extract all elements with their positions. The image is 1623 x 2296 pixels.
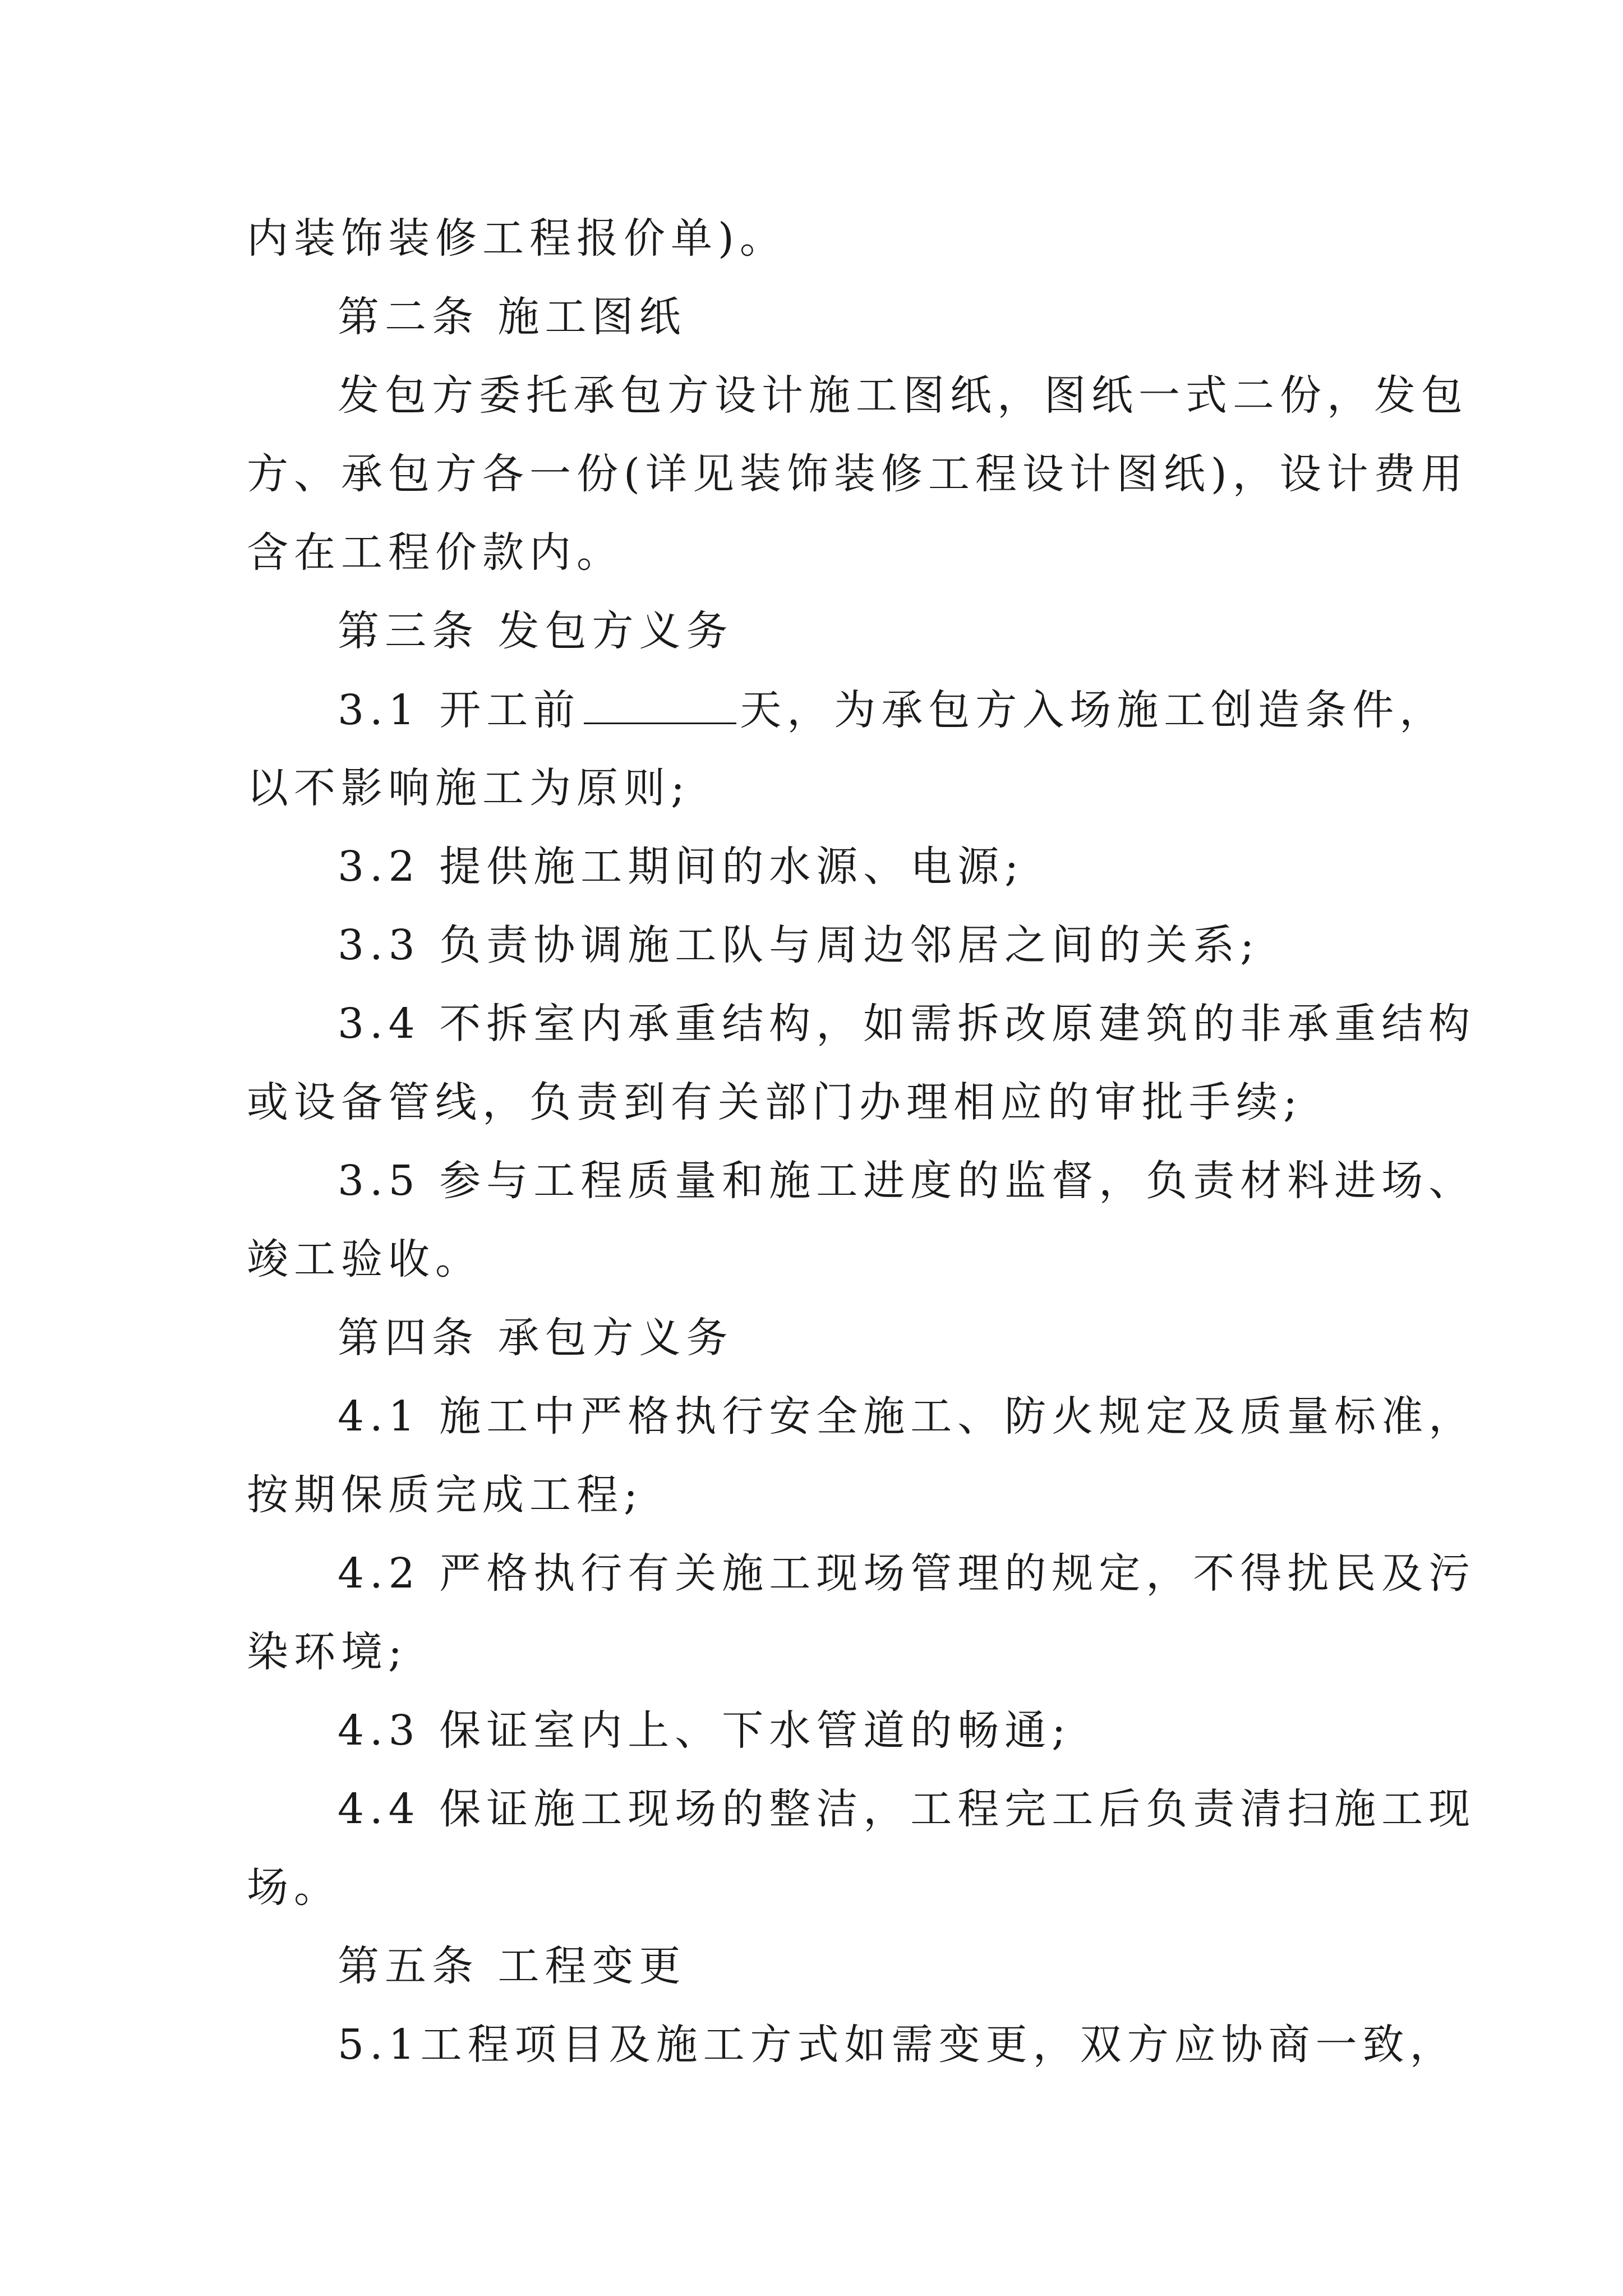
text-line: 发包方委托承包方设计施工图纸，图纸一式二份，发包	[338, 371, 1468, 420]
text-line: 或设备管线，负责到有关部门办理相应的审批手续;	[247, 1078, 1303, 1126]
clause-line: 4.1 施工中严格执行安全施工、防火规定及质量标准，	[338, 1392, 1476, 1441]
clause-line: 3.4 不拆室内承重结构，如需拆改原建筑的非承重结构	[338, 1000, 1476, 1048]
clause-line: 3.3 负责协调施工队与周边邻居之间的关系;	[338, 921, 1260, 969]
clause-line: 3.5 参与工程质量和施工进度的监督，负责材料进场、	[338, 1157, 1476, 1205]
clause-line: 5.1工程项目及施工方式如需变更，双方应协商一致，	[338, 2021, 1457, 2069]
text-line: 竣工验收。	[247, 1235, 482, 1283]
text-line: 内装饰装修工程报价单)。	[247, 214, 787, 263]
clause-line: 3.2 提供施工期间的水源、电源;	[338, 843, 1025, 891]
text-line: 按期保质完成工程;	[247, 1471, 643, 1519]
clause-line: 4.2 严格执行有关施工现场管理的规定，不得扰民及污	[338, 1549, 1476, 1598]
article-heading: 第二条 施工图纸	[338, 293, 686, 341]
clause-text: 天，为承包方入场施工创造条件，	[740, 686, 1447, 734]
article-heading: 第三条 发包方义务	[338, 607, 734, 655]
clause-line	[338, 686, 1447, 734]
article-heading: 第四条 承包方义务	[338, 1314, 734, 1362]
text-line: 染环境;	[247, 1628, 408, 1676]
clause-line: 4.4 保证施工现场的整洁，工程完工后负责清扫施工现	[338, 1785, 1476, 1833]
text-line: 场。	[247, 1864, 341, 1912]
fill-in-blank	[584, 689, 736, 724]
text-line: 以不影响施工为原则;	[247, 764, 690, 812]
article-heading: 第五条 工程变更	[338, 1942, 686, 1990]
clause-text: 3.1 开工前	[338, 686, 581, 734]
text-line: 方、承包方各一份(详见装饰装修工程设计图纸)，设计费用	[247, 450, 1468, 498]
clause-line: 4.3 保证室内上、下水管道的畅通;	[338, 1706, 1072, 1755]
text-line: 含在工程价款内。	[247, 528, 624, 577]
